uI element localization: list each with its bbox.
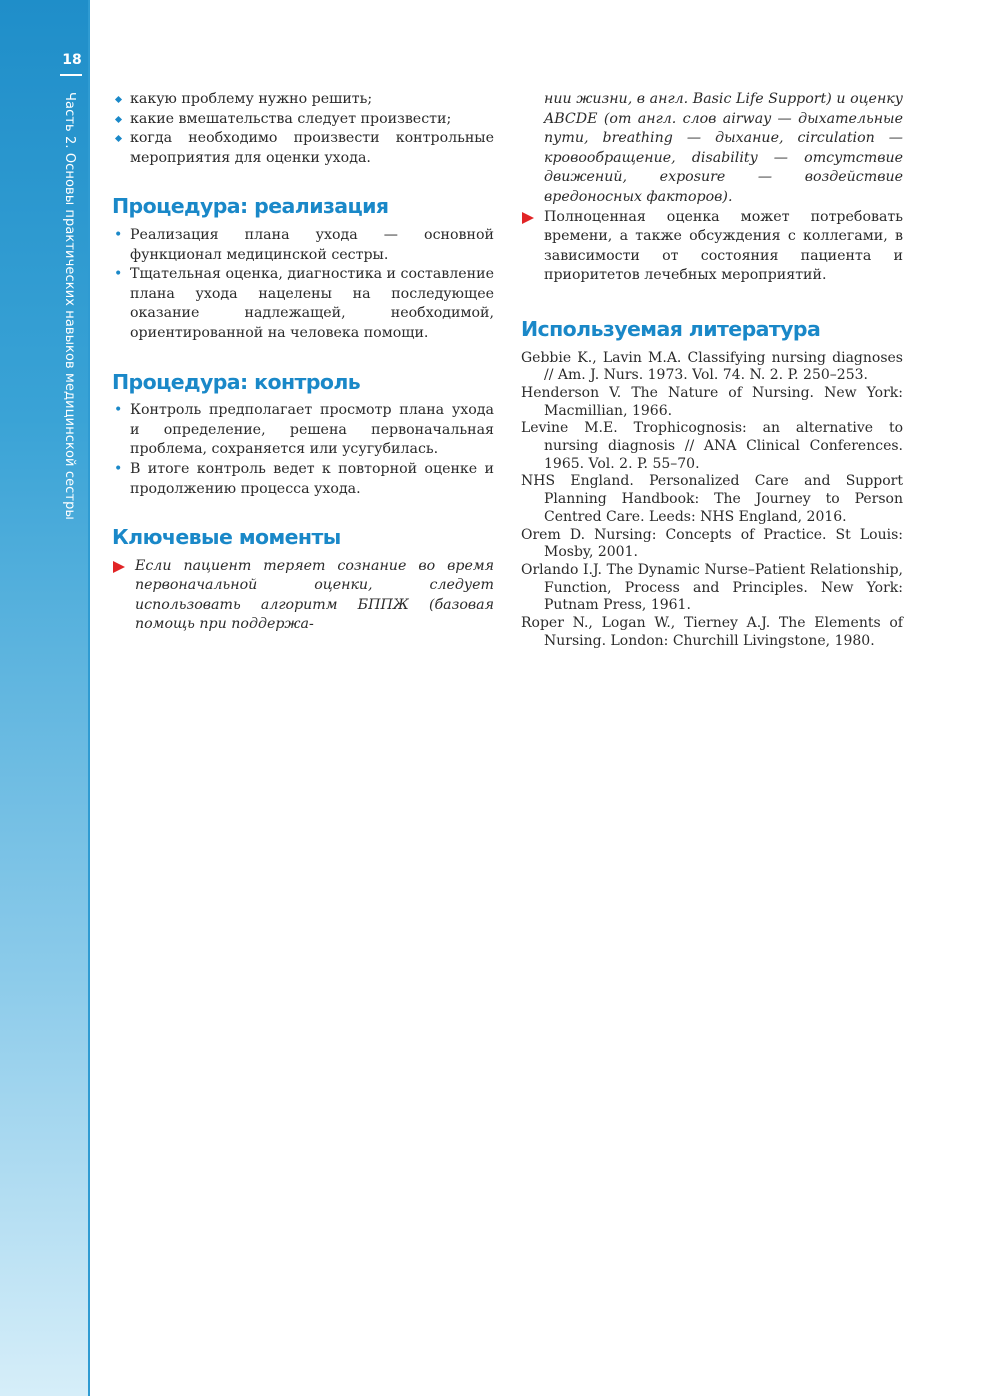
- sidebar-edge-rule: [88, 0, 90, 1396]
- reference-item: Levine M.E. Trophicognosis: an alternative to nursing diagnosis // ANA Clinical Conferences. 1965. Vol. 2. P. 55–70.: [521, 420, 903, 472]
- reference-item: Orlando I.J. The Dynamic Nurse–Patient Relationship, Function, Process and Principles. New York: Putnam Press, 1961.: [521, 561, 903, 614]
- control-list: [112, 401, 494, 499]
- left-column: [112, 90, 494, 635]
- list-item: • Реализация плана ухода — основной функционал медицинской сестры.: [112, 226, 494, 265]
- intro-list: [112, 90, 494, 168]
- page-number-rule: [60, 74, 82, 76]
- reference-item: Roper N., Logan W., Tierney A.J. The Elements of Nursing. London: Churchill Livingstone, 1980.: [521, 615, 903, 649]
- list-item: • В итоге контроль ведет к повторной оценке и продолжению процесса ухода.: [112, 460, 494, 499]
- reference-item: Gebbie K., Lavin M.A. Classifying nursing diagnoses // Am. J. Nurs. 1973. Vol. 74. N. 2. P. 250–253.: [521, 349, 903, 384]
- key-point-arrow-item: Если пациент теряет сознание во время первоначальной оценки, следует использовать алгоритм БППЖ (базовая помощь при поддержа-: [112, 557, 494, 635]
- key-point-arrow-item: Полноценная оценка может потребовать времени, а также обсуждения с коллегами, в зависимости от состояния пациента и приоритетов лечебных мероприятий.: [521, 208, 903, 286]
- key-points-list-cont: [521, 208, 903, 286]
- key-point-continuation: нии жизни, в англ. Basic Life Support) и оценку ABCDE (от англ. слов airway — дыхательные пути, breathing — дыхание, circulation — кровообращение, disability — отсутствие движений, exposure — воздействие вредоносных факторов).: [544, 91, 903, 205]
- references-list: [521, 350, 903, 651]
- right-column: [521, 90, 903, 650]
- running-title: Часть 2. Основы практических навыков медицинской сестры: [62, 92, 77, 520]
- list-item: когда необходимо произвести контрольные мероприятия для оценки ухода.: [112, 129, 494, 168]
- heading-control: Процедура: контроль: [112, 369, 361, 394]
- heading-implementation: Процедура: реализация: [112, 194, 389, 219]
- reference-item: Orem D. Nursing: Concepts of Practice. St Louis: Mosby, 2001.: [521, 526, 903, 561]
- page-number: 18: [62, 52, 82, 68]
- implementation-list: [112, 226, 494, 344]
- list-item: какие вмешательства следует произвести;: [112, 110, 494, 130]
- heading-references: Используемая литература: [521, 316, 821, 341]
- reference-item: NHS England. Personalized Care and Support Planning Handbook: The Journey to Person Centred Care. Leeds: NHS England, 2016.: [521, 473, 903, 525]
- list-item: какую проблему нужно решить;: [112, 90, 494, 110]
- list-item: • Тщательная оценка, диагностика и составление плана ухода нацелены на последующее оказание надлежащей, необходимой, ориентированной на человека помощи.: [112, 265, 494, 343]
- list-item: • Контроль предполагает просмотр плана ухода и определение, решена первоначальная проблема, сохраняется или усугубилась.: [112, 401, 494, 460]
- heading-key-points: Ключевые моменты: [112, 525, 341, 550]
- reference-item: Henderson V. The Nature of Nursing. New York: Macmillian, 1966.: [521, 384, 903, 419]
- key-points-list: [112, 557, 494, 635]
